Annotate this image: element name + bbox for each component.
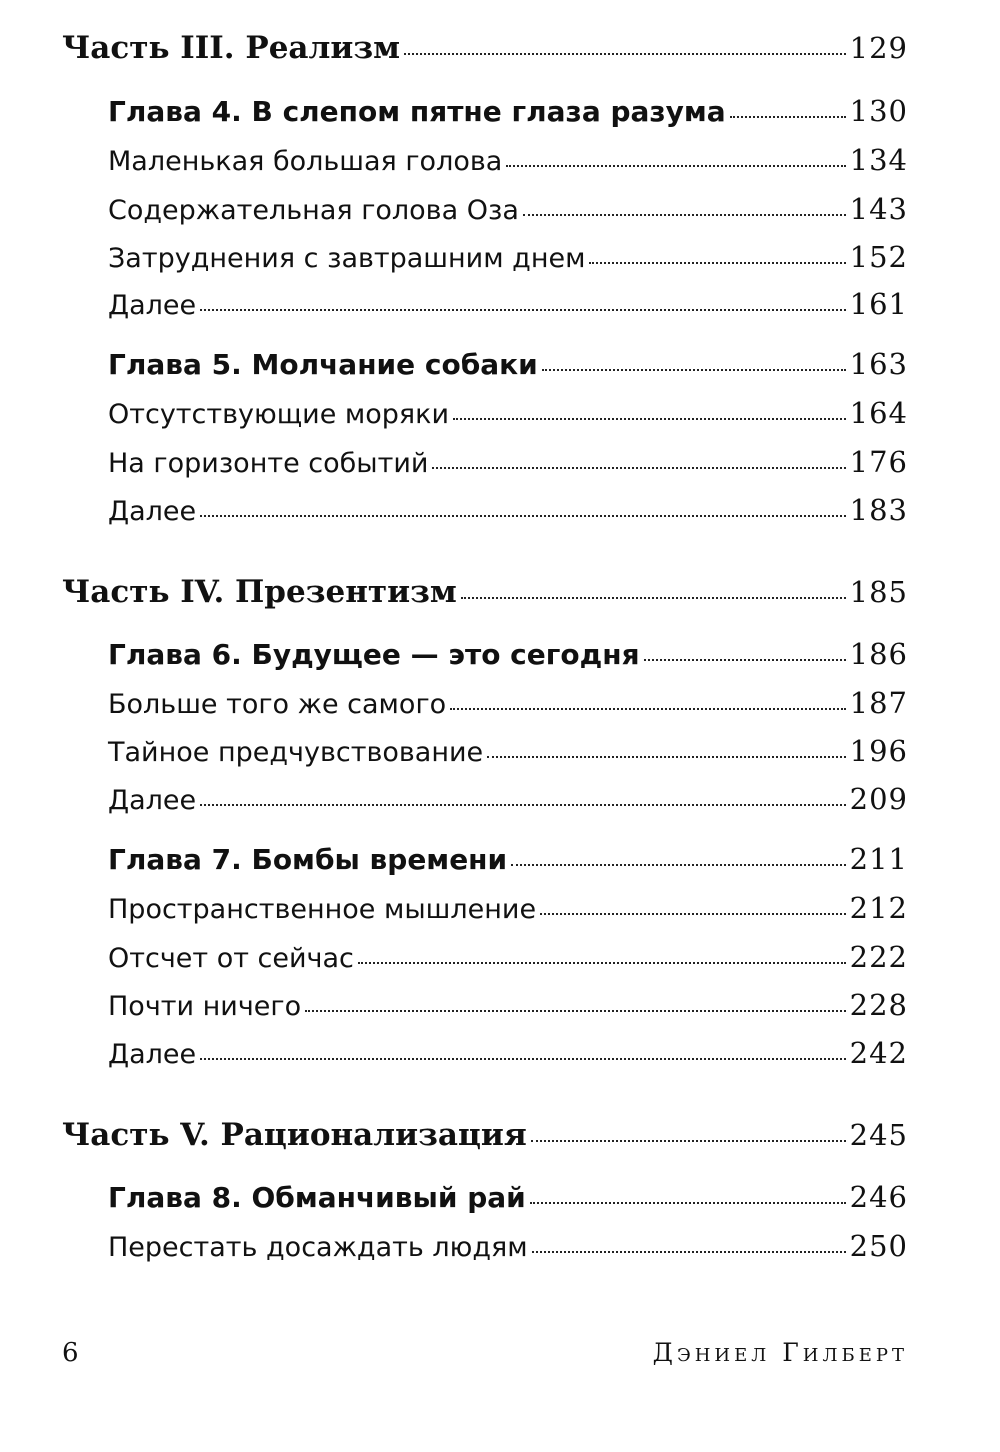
- toc-entry-page: 222: [849, 940, 908, 974]
- dot-leader: [487, 756, 846, 758]
- page-number: 6: [62, 1338, 79, 1368]
- toc-entry-page: 163: [849, 347, 908, 381]
- toc-entry-page: 130: [849, 94, 908, 128]
- dot-leader: [523, 214, 846, 216]
- toc-part-entry: [62, 1117, 908, 1153]
- dot-leader: [200, 309, 846, 311]
- toc-entry-title: Маленькая большая голова: [108, 146, 503, 177]
- dot-leader: [532, 1251, 846, 1253]
- toc-section-entry: [108, 1229, 908, 1263]
- toc-chapter-entry: [108, 94, 908, 128]
- toc-entry-title: Почти ничего: [108, 991, 302, 1022]
- dot-leader: [200, 1058, 846, 1060]
- toc-entry-title: Глава 5. Молчание собаки: [108, 348, 538, 381]
- toc-entry-page: 143: [849, 192, 908, 226]
- toc-section-entry: [108, 891, 908, 925]
- toc-entry-title: Глава 6. Будущее — это сегодня: [108, 638, 640, 671]
- dot-leader: [432, 467, 845, 469]
- toc-section-entry: [108, 940, 908, 974]
- dot-leader: [511, 864, 845, 866]
- toc-entry-title: Содержательная голова Оза: [108, 195, 519, 226]
- toc-entry-page: 211: [849, 842, 908, 876]
- toc-entry-page: 209: [849, 782, 908, 816]
- toc-entry-page: 212: [849, 891, 908, 925]
- toc-section-entry: [108, 192, 908, 226]
- toc-entry-page: 129: [849, 31, 908, 65]
- toc-section-entry: [108, 734, 908, 768]
- toc-entry-title: Больше того же самого: [108, 689, 447, 720]
- dot-leader: [305, 1010, 846, 1012]
- toc-section-entry: [108, 1036, 908, 1070]
- toc-section-entry: [108, 782, 908, 816]
- toc-entry-page: 164: [849, 396, 908, 430]
- dot-leader: [589, 262, 845, 264]
- toc-entry-page: 161: [849, 287, 908, 321]
- toc-entry-title: На горизонте событий: [108, 448, 429, 479]
- toc-entry-page: 187: [849, 686, 908, 720]
- toc-part-entry: [62, 574, 908, 610]
- toc-section-entry: [108, 287, 908, 321]
- toc-section-entry: [108, 988, 908, 1022]
- toc-section-entry: [108, 445, 908, 479]
- toc-entry-title: Глава 4. В слепом пятне глаза разума: [108, 95, 726, 128]
- toc-chapter-entry: [108, 637, 908, 671]
- toc-section-entry: [108, 143, 908, 177]
- dot-leader: [644, 659, 846, 661]
- toc-entry-page: 176: [849, 445, 908, 479]
- toc-entry-title: Часть III. Реализм: [62, 30, 401, 66]
- toc-entry-page: 196: [849, 734, 908, 768]
- toc-section-entry: [108, 493, 908, 527]
- toc-entry-title: Затруднения с завтрашним днем: [108, 243, 586, 274]
- dot-leader: [200, 515, 846, 517]
- running-header-author: Дэниел Гилберт: [652, 1338, 908, 1367]
- toc-entry-title: Далее: [108, 1039, 197, 1070]
- toc-entry-title: Часть V. Рационализация: [62, 1117, 527, 1153]
- dot-leader: [542, 369, 846, 371]
- toc-entry-page: 186: [849, 637, 908, 671]
- toc-entry-title: Далее: [108, 290, 197, 321]
- toc-part-entry: [62, 30, 908, 66]
- toc-chapter-entry: [108, 1180, 908, 1214]
- toc-entry-title: Глава 7. Бомбы времени: [108, 843, 508, 876]
- toc-entry-title: Отсутствующие моряки: [108, 399, 450, 430]
- dot-leader: [506, 165, 845, 167]
- toc-entry-page: 183: [849, 493, 908, 527]
- toc-entry-page: 250: [849, 1229, 908, 1263]
- toc-entry-title: Далее: [108, 496, 197, 527]
- toc-entry-page: 152: [849, 240, 908, 274]
- toc-entry-title: Далее: [108, 785, 197, 816]
- toc-section-entry: [108, 686, 908, 720]
- dot-leader: [450, 708, 845, 710]
- toc-entry-title: Отсчет от сейчас: [108, 943, 354, 974]
- toc-entry-title: Тайное предчувствование: [108, 737, 484, 768]
- toc-entry-page: 228: [849, 988, 908, 1022]
- dot-leader: [730, 116, 846, 118]
- toc-entry-page: 185: [849, 575, 908, 609]
- toc-entry-title: Пространственное мышление: [108, 894, 537, 925]
- toc-entry-page: 246: [849, 1180, 908, 1214]
- dot-leader: [530, 1202, 846, 1204]
- dot-leader: [404, 53, 846, 55]
- toc-section-entry: [108, 240, 908, 274]
- toc-entry-page: 134: [849, 143, 908, 177]
- toc-entry-page: 245: [849, 1118, 908, 1152]
- dot-leader: [453, 418, 846, 420]
- toc-chapter-entry: [108, 347, 908, 381]
- toc-section-entry: [108, 396, 908, 430]
- toc-entry-title: Перестать досаждать людям: [108, 1232, 528, 1263]
- dot-leader: [200, 804, 846, 806]
- toc-entry-page: 242: [849, 1036, 908, 1070]
- dot-leader: [358, 962, 846, 964]
- dot-leader: [461, 597, 846, 599]
- dot-leader: [531, 1140, 846, 1142]
- dot-leader: [540, 913, 846, 915]
- toc-entry-title: Глава 8. Обманчивый рай: [108, 1181, 526, 1214]
- toc-chapter-entry: [108, 842, 908, 876]
- toc-entry-title: Часть IV. Презентизм: [62, 574, 457, 610]
